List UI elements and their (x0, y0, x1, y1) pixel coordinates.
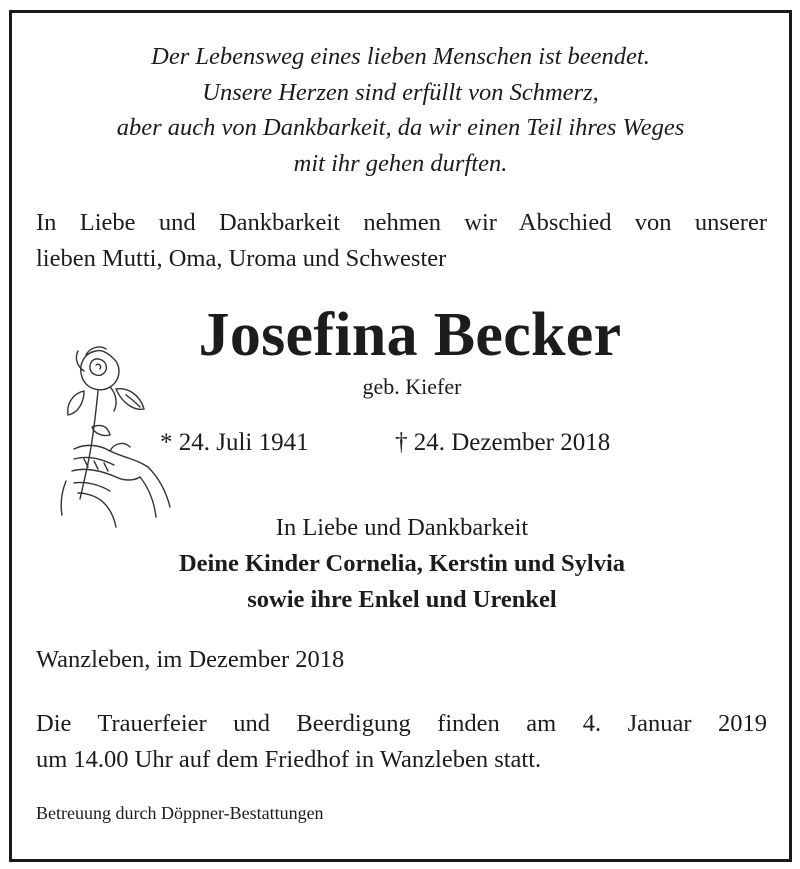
signature-grandchildren: sowie ihre Enkel und Urenkel (247, 586, 557, 613)
intro-line: In Liebe und Dankbarkeit nehmen wir Abschied von unserer (36, 209, 767, 236)
place-date: Wanzleben, im Dezember 2018 (36, 646, 345, 673)
signature-block (12, 510, 792, 618)
birth-date: * 24. Juli 1941 (160, 429, 309, 456)
intro-text (36, 205, 767, 277)
intro-line: lieben Mutti, Oma, Uroma und Schwester (36, 245, 447, 272)
poem (12, 39, 789, 181)
poem-line: mit ihr gehen durften. (293, 149, 508, 177)
service-line: um 14.00 Uhr auf dem Friedhof in Wanzleben statt. (36, 746, 542, 773)
death-date: † 24. Dezember 2018 (395, 429, 611, 456)
poem-line: Unsere Herzen sind erfüllt von Schmerz, (202, 78, 599, 106)
signature-family: Deine Kinder Cornelia, Kerstin und Sylvia (178, 550, 626, 577)
signature-line: In Liebe und Dankbarkeit (275, 514, 529, 541)
poem-line: Der Lebensweg eines lieben Menschen ist beendet. (151, 43, 650, 70)
obituary-notice (9, 10, 792, 862)
poem-line: aber auch von Dankbarkeit, da wir einen Teil ihres Weges (116, 114, 685, 141)
service-info (36, 706, 767, 778)
service-line: Die Trauerfeier und Beerdigung finden am 4. Januar 2019 (36, 710, 767, 737)
maiden-name: geb. Kiefer (362, 374, 462, 399)
funeral-home-credit: Betreuung durch Döppner-Bestattungen (36, 803, 324, 823)
deceased-name: Josefina Becker (198, 301, 622, 369)
